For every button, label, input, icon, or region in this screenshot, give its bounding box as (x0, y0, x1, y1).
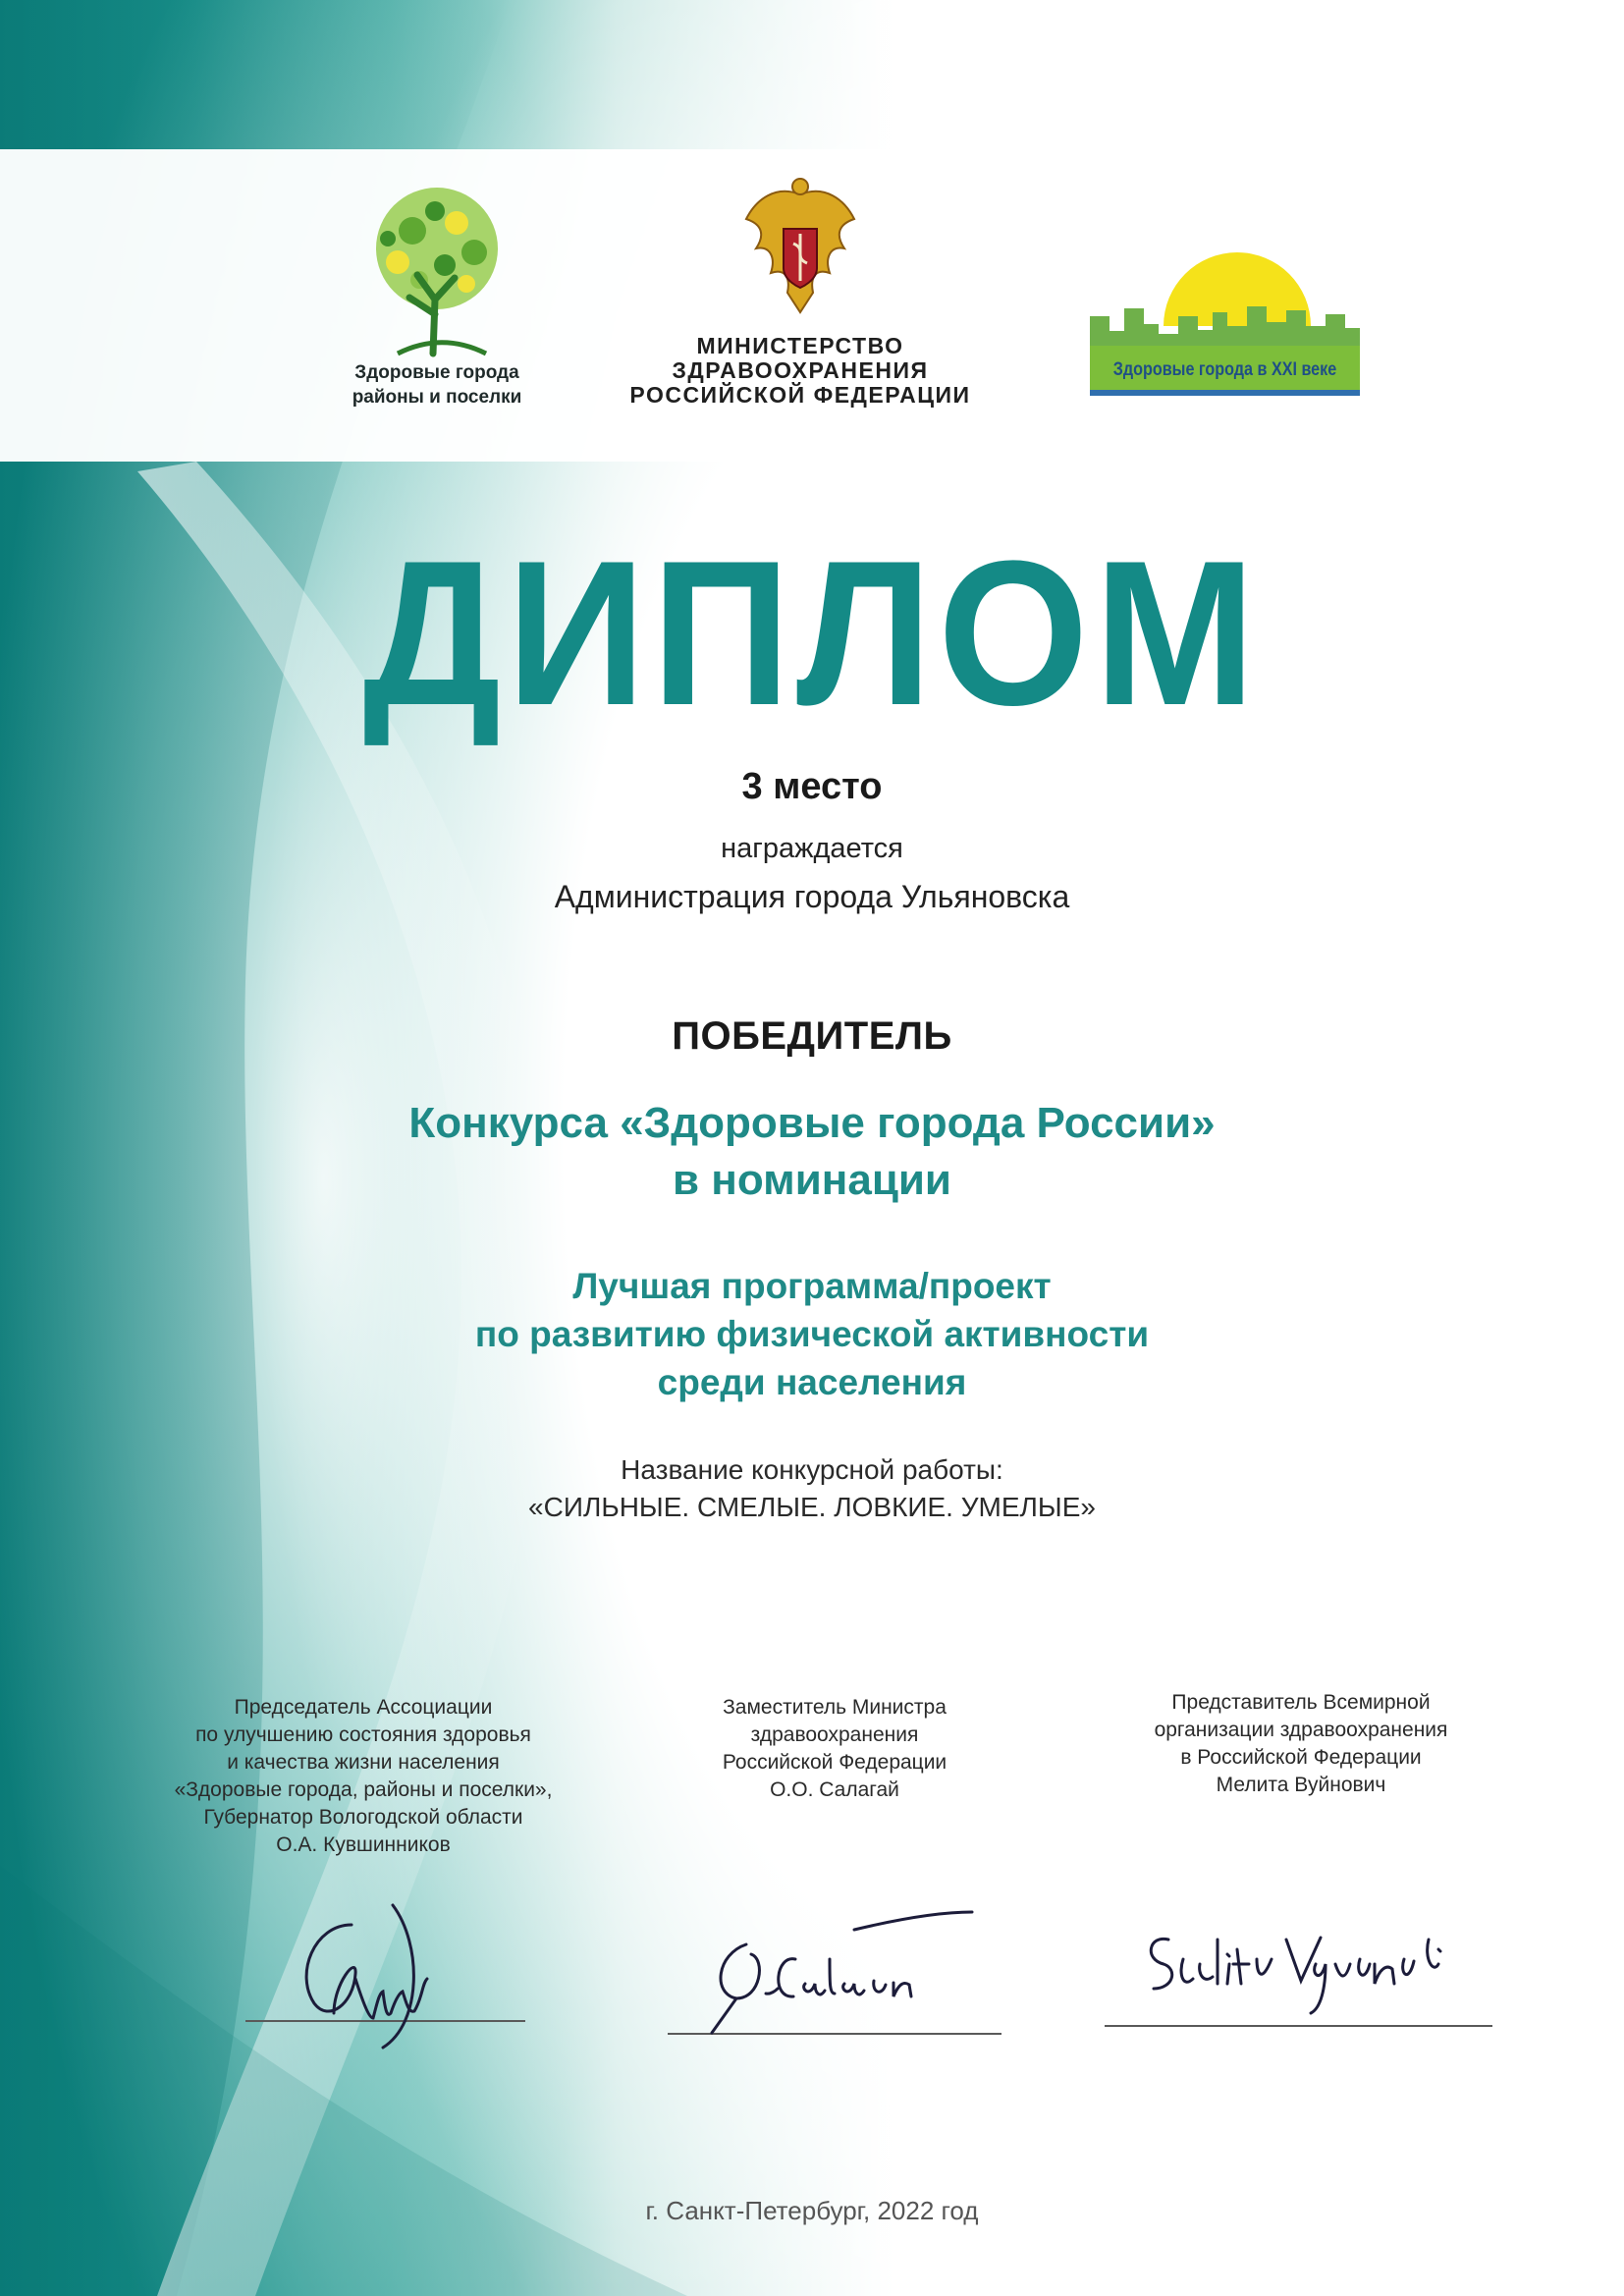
recipient-name: Администрация города Ульяновска (554, 879, 1070, 914)
left-logo-caption-line-1: Здоровые города (354, 362, 519, 383)
signatory-3-line-2: организации здравоохранения (1154, 1719, 1448, 1741)
signatory-1-line-1: Председатель Ассоциации (234, 1696, 493, 1719)
contest-name (0, 1095, 1624, 1209)
signatory-3-line-3: в Российской Федерации (1180, 1746, 1422, 1769)
signatory-1 (137, 1694, 589, 1859)
competition-work (0, 1451, 1624, 1526)
right-logo-caption: Здоровые города в XXI веке (1112, 359, 1337, 380)
double-headed-eagle-emblem-icon (736, 175, 864, 322)
signatory-2-line-4: О.О. Салагай (770, 1778, 899, 1801)
diploma-title: ДИПЛОМ (362, 518, 1262, 748)
place-label: 3 место (741, 766, 883, 807)
sun-over-city-icon (1090, 247, 1360, 424)
signatory-3 (1075, 1689, 1527, 1799)
ministry-caption-line-3: РОССИЙСКОЙ ФЕДЕРАЦИИ (629, 382, 971, 408)
signatory-1-line-5: Губернатор Вологодской области (203, 1806, 523, 1829)
left-logo-caption-line-2: районы и поселки (352, 387, 522, 408)
nomination-name (0, 1262, 1624, 1406)
signatory-2-line-1: Заместитель Министра (723, 1696, 947, 1719)
healthy-cities-logo (324, 182, 550, 410)
signature-1-image (275, 1886, 511, 2052)
nomination-line-2: по развитию физической активности (474, 1314, 1150, 1354)
signatory-3-line-4: Мелита Вуйнович (1216, 1774, 1386, 1796)
awarded-label: награждается (721, 833, 903, 864)
contest-line-1: Конкурса «Здоровые города России» (408, 1099, 1216, 1147)
signatory-2 (609, 1694, 1060, 1804)
ministry-caption-line-2: ЗДРАВООХРАНЕНИЯ (672, 357, 929, 383)
tree-icon (358, 182, 515, 358)
signatory-3-line-1: Представитель Всемирной (1171, 1691, 1431, 1714)
ministry-logo (614, 175, 987, 408)
nomination-line-1: Лучшая программа/проект (572, 1266, 1052, 1306)
work-title: «СИЛЬНЫЕ. СМЕЛЫЕ. ЛОВКИЕ. УМЕЛЫЕ» (528, 1492, 1096, 1522)
signatory-1-line-6: О.А. Кувшинников (276, 1833, 451, 1856)
healthy-cities-21-century-logo (1090, 247, 1360, 424)
signatory-2-line-3: Российской Федерации (722, 1751, 947, 1774)
signatory-2-line-2: здравоохранения (750, 1723, 919, 1746)
signatory-1-line-2: по улучшению состояния здоровья (195, 1723, 531, 1746)
winner-label: ПОБЕДИТЕЛЬ (672, 1014, 952, 1058)
signatory-1-line-3: и качества жизни населения (227, 1751, 500, 1774)
contest-line-2: в номинации (673, 1156, 951, 1204)
signature-2-image (707, 1900, 1060, 2038)
work-label: Название конкурсной работы: (621, 1454, 1003, 1485)
signature-3-image (1139, 1920, 1492, 2028)
nomination-line-3: среди населения (657, 1362, 967, 1402)
footer-place-date: г. Санкт-Петербург, 2022 год (645, 2196, 979, 2225)
signatory-1-line-4: «Здоровые города, районы и поселки», (174, 1778, 553, 1801)
ministry-caption-line-1: МИНИСТЕРСТВО (696, 333, 904, 358)
